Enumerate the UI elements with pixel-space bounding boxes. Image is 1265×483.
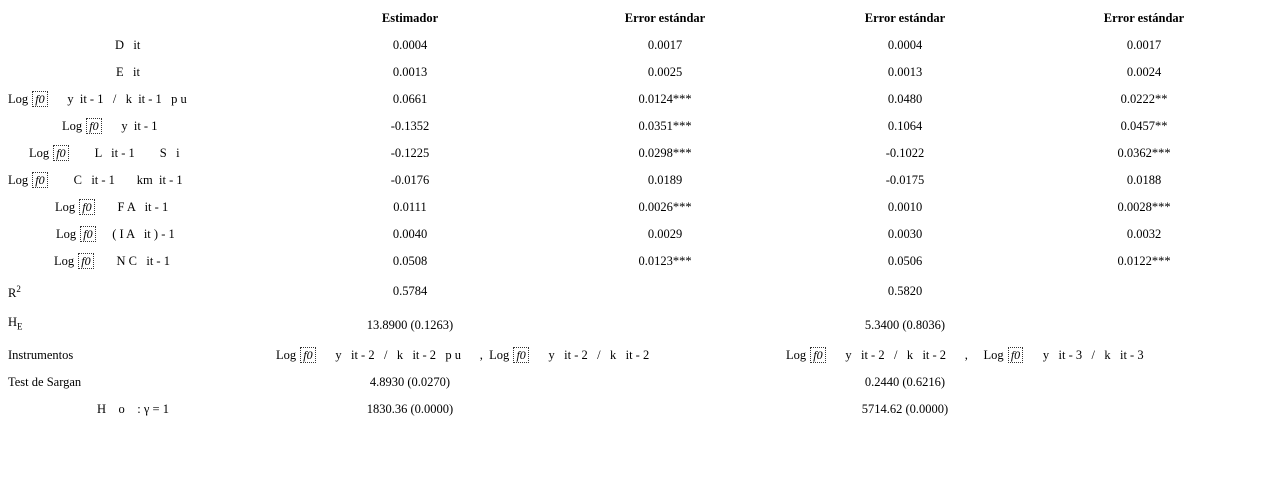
cell: -0.1022 <box>885 146 925 160</box>
cell: 0.0017 <box>1126 38 1162 52</box>
cell: 1830.36 (0.0000) <box>366 402 454 416</box>
header-error-estandar-1: Error estándar <box>624 11 706 25</box>
cell: 0.0013 <box>887 65 923 79</box>
cell: 0.0298*** <box>638 146 692 160</box>
cell: 0.0362*** <box>1117 146 1171 160</box>
formula-placeholder-icon: f0 <box>80 226 95 242</box>
cell: 0.0351*** <box>638 119 692 133</box>
formula-placeholder-icon: f0 <box>53 145 68 161</box>
header-estimador: Estimador <box>381 11 439 25</box>
formula-placeholder-icon: f0 <box>810 347 825 363</box>
cell: 0.0124*** <box>638 92 692 106</box>
cell: -0.0175 <box>885 173 925 187</box>
row-label-log-l-s: Log f0 L it - 1 S i <box>29 146 180 160</box>
cell: 0.0010 <box>887 200 923 214</box>
cell: 5714.62 (0.0000) <box>861 402 949 416</box>
formula-placeholder-icon: f0 <box>32 172 47 188</box>
row-label-r2: $R^2$ <box>8 284 21 301</box>
cell: -0.0176 <box>390 173 430 187</box>
formula-placeholder-icon: f0 <box>78 253 93 269</box>
row-label-he: $H_E$ <box>8 315 23 332</box>
cell: 0.0030 <box>887 227 923 241</box>
cell: 0.0457** <box>1120 119 1168 133</box>
cell: 0.0122*** <box>1117 254 1171 268</box>
formula-placeholder-icon: f0 <box>513 347 528 363</box>
cell: 4.8930 (0.0270) <box>369 375 451 389</box>
instruments-model-2: Log f0 y it - 2 / k it - 2 , Log f0 y it - 3 / k it - 3 <box>786 348 1144 362</box>
cell: 0.0013 <box>392 65 428 79</box>
row-label-d: D it <box>115 38 141 52</box>
cell: 0.0508 <box>392 254 428 268</box>
formula-placeholder-icon: f0 <box>1008 347 1023 363</box>
row-label-sargan: Test de Sargan <box>8 375 82 389</box>
row-label-log-y-k: Log f0 y it - 1 / k it - 1 p u <box>8 92 187 106</box>
cell: 0.0188 <box>1126 173 1162 187</box>
row-label-h0: H o : γ = 1 <box>97 402 169 416</box>
formula-placeholder-icon: f0 <box>86 118 101 134</box>
header-error-estandar-3: Error estándar <box>1103 11 1185 25</box>
formula-placeholder-icon: f0 <box>32 91 47 107</box>
cell: 0.1064 <box>887 119 923 133</box>
cell: 0.5784 <box>392 284 428 298</box>
row-label-log-fa: Log f0 F A it - 1 <box>55 200 169 214</box>
cell: 0.2440 (0.6216) <box>864 375 946 389</box>
cell: 0.0111 <box>393 200 427 214</box>
cell: 13.8900 (0.1263) <box>366 318 454 332</box>
cell: 0.0029 <box>647 227 683 241</box>
cell: 0.0004 <box>887 38 923 52</box>
cell: -0.1352 <box>390 119 430 133</box>
cell: -0.1225 <box>390 146 430 160</box>
formula-placeholder-icon: f0 <box>79 199 94 215</box>
cell: 0.0004 <box>392 38 428 52</box>
row-label-log-y: Log f0 y it - 1 <box>62 119 158 133</box>
cell: 5.3400 (0.8036) <box>864 318 946 332</box>
cell: 0.0024 <box>1126 65 1162 79</box>
cell: 0.0025 <box>647 65 683 79</box>
cell: 0.0506 <box>887 254 923 268</box>
row-label-log-ia: Log f0 ( I A it ) - 1 <box>56 227 175 241</box>
cell: 0.0032 <box>1126 227 1162 241</box>
cell: 0.0661 <box>392 92 428 106</box>
cell: 0.0017 <box>647 38 683 52</box>
row-label-e: E it <box>116 65 140 79</box>
cell: 0.0028*** <box>1117 200 1171 214</box>
row-label-instrumentos: Instrumentos <box>8 348 74 362</box>
cell: 0.0222** <box>1120 92 1168 106</box>
cell: 0.0480 <box>887 92 923 106</box>
cell: 0.0040 <box>392 227 428 241</box>
cell: 0.0026*** <box>638 200 692 214</box>
row-label-log-nc: Log f0 N C it - 1 <box>54 254 170 268</box>
cell: 0.0123*** <box>638 254 692 268</box>
cell: 0.5820 <box>887 284 923 298</box>
cell: 0.0189 <box>647 173 683 187</box>
instruments-model-1: Log f0 y it - 2 / k it - 2 p u , Log f0 y it - 2 / k it - 2 <box>276 348 650 362</box>
formula-placeholder-icon: f0 <box>300 347 315 363</box>
row-label-log-c-km: Log f0 C it - 1 km it - 1 <box>8 173 183 187</box>
header-error-estandar-2: Error estándar <box>864 11 946 25</box>
